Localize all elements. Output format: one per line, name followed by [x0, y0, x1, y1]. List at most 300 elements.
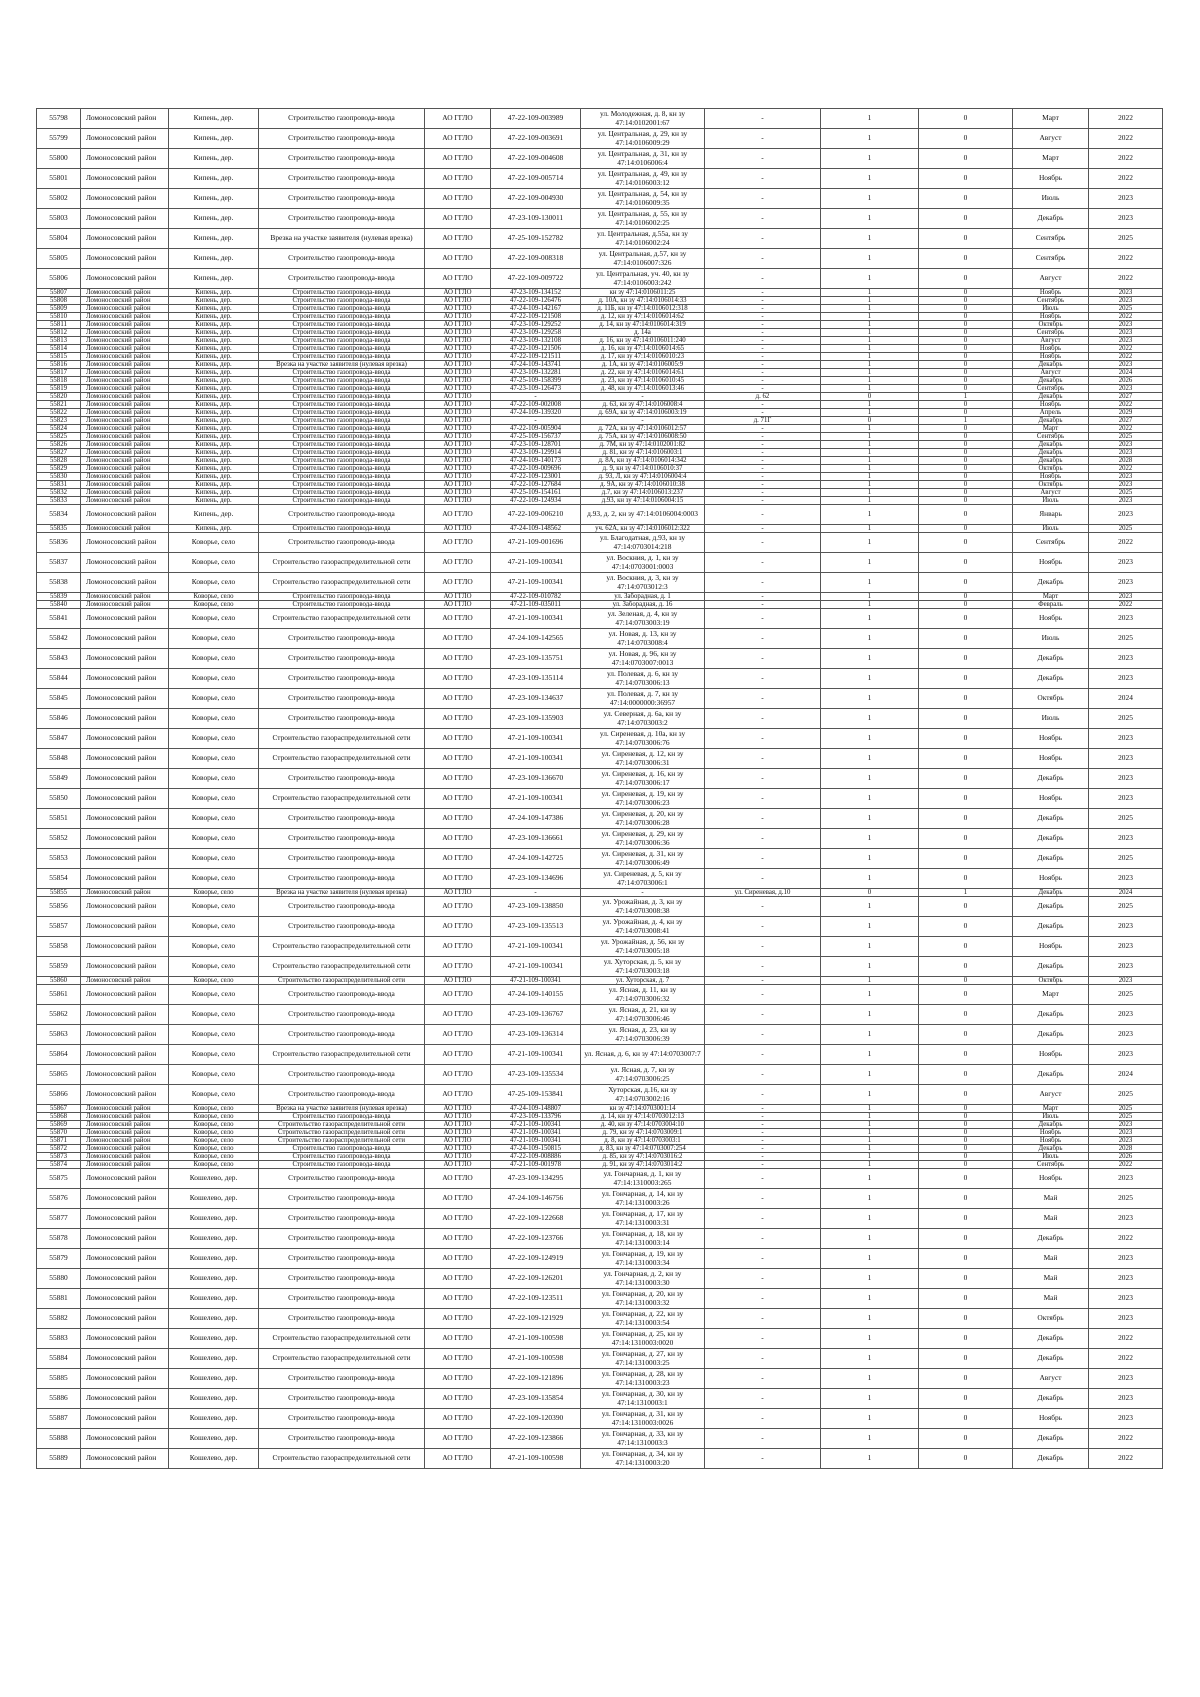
- cell-row-number: 55860: [37, 977, 81, 985]
- cell-year: 2023: [1089, 917, 1163, 937]
- cell-month: Август: [1013, 489, 1089, 497]
- cell-year: 2023: [1089, 1025, 1163, 1045]
- cell-year: 2025: [1089, 433, 1163, 441]
- cell-address-cadastral: -: [581, 417, 705, 425]
- cell-settlement: Коворье, село: [169, 937, 259, 957]
- cell-settlement: Коворье, село: [169, 601, 259, 609]
- cell-organization: АО ГГЛО: [425, 313, 491, 321]
- cell-address-no-cadastral: -: [705, 1249, 821, 1269]
- cell-count-without-application: 0: [919, 729, 1013, 749]
- cell-settlement: Коворье, село: [169, 1113, 259, 1121]
- cell-month: Декабрь: [1013, 573, 1089, 593]
- cell-work-type: Строительство газопровода-ввода: [259, 1429, 425, 1449]
- cell-year: 2022: [1089, 149, 1163, 169]
- cell-count-without-application: 0: [919, 457, 1013, 465]
- cell-address-no-cadastral: -: [705, 1309, 821, 1329]
- cell-address-cadastral: д. 11Б, кн зу 47:14:0106012:318: [581, 305, 705, 313]
- cell-settlement: Кошелево, дер.: [169, 1229, 259, 1249]
- cell-address-no-cadastral: -: [705, 553, 821, 573]
- cell-district: Ломоносовский район: [81, 689, 169, 709]
- cell-year: 2022: [1089, 313, 1163, 321]
- cell-year: 2024: [1089, 889, 1163, 897]
- cell-month: Декабрь: [1013, 897, 1089, 917]
- cell-district: Ломоносовский район: [81, 1309, 169, 1329]
- cell-settlement: Кипень, дер.: [169, 169, 259, 189]
- cell-count-with-application: 1: [821, 401, 919, 409]
- cell-count-with-application: 1: [821, 353, 919, 361]
- table-row: [37, 689, 1163, 709]
- cell-count-with-application: 1: [821, 449, 919, 457]
- cell-district: Ломоносовский район: [81, 321, 169, 329]
- cell-settlement: Коворье, село: [169, 1005, 259, 1025]
- cell-count-with-application: 1: [821, 269, 919, 289]
- cell-address-no-cadastral: -: [705, 169, 821, 189]
- cell-address-cadastral: д. 16, кн зу 47:14:0106011:240: [581, 337, 705, 345]
- cell-month: Декабрь: [1013, 1005, 1089, 1025]
- cell-address-cadastral: -: [581, 889, 705, 897]
- cell-settlement: Кипень, дер.: [169, 209, 259, 229]
- cell-application-number: 47-21-109-100341: [491, 609, 581, 629]
- cell-row-number: 55809: [37, 305, 81, 313]
- cell-year: 2023: [1089, 449, 1163, 457]
- cell-count-with-application: 1: [821, 409, 919, 417]
- table-row: [37, 441, 1163, 449]
- cell-month: Январь: [1013, 505, 1089, 525]
- cell-row-number: 55861: [37, 985, 81, 1005]
- cell-application-number: 47-22-109-005714: [491, 169, 581, 189]
- cell-month: Декабрь: [1013, 417, 1089, 425]
- cell-work-type: Строительство газопровода-ввода: [259, 1065, 425, 1085]
- cell-address-cadastral: ул. Ясная, д. 23, кн зу 47:14:0703006:39: [581, 1025, 705, 1045]
- cell-work-type: Строительство газопровода-ввода: [259, 1209, 425, 1229]
- cell-application-number: 47-23-109-135114: [491, 669, 581, 689]
- cell-row-number: 55875: [37, 1169, 81, 1189]
- cell-year: 2023: [1089, 649, 1163, 669]
- cell-application-number: 47-22-109-002008: [491, 401, 581, 409]
- cell-year: 2023: [1089, 385, 1163, 393]
- cell-organization: АО ГГЛО: [425, 109, 491, 129]
- cell-row-number: 55825: [37, 433, 81, 441]
- cell-address-cadastral: ул. Центральная, д. 49, кн зу 47:14:0106003:12: [581, 169, 705, 189]
- cell-work-type: Врезка на участке заявителя (нулевая врезка): [259, 889, 425, 897]
- cell-address-cadastral: ул. Хуторская, д. 5, кн зу 47:14:0703003:18: [581, 957, 705, 977]
- table-row: [37, 1409, 1163, 1429]
- cell-address-no-cadastral: -: [705, 937, 821, 957]
- cell-application-number: 47-23-109-136661: [491, 829, 581, 849]
- cell-work-type: Строительство газопровода-ввода: [259, 1025, 425, 1045]
- table-row: [37, 149, 1163, 169]
- cell-settlement: Кипень, дер.: [169, 505, 259, 525]
- cell-year: 2023: [1089, 337, 1163, 345]
- table-row: [37, 489, 1163, 497]
- cell-organization: АО ГГЛО: [425, 1309, 491, 1329]
- cell-address-cadastral: д. 91, кн зу 47:14:0703014:2: [581, 1161, 705, 1169]
- cell-address-no-cadastral: ул. Сиреневая, д.10: [705, 889, 821, 897]
- cell-count-with-application: 1: [821, 297, 919, 305]
- cell-month: Май: [1013, 1289, 1089, 1309]
- cell-row-number: 55881: [37, 1289, 81, 1309]
- cell-organization: АО ГГЛО: [425, 1025, 491, 1045]
- cell-settlement: Кипень, дер.: [169, 457, 259, 465]
- cell-count-without-application: 0: [919, 1121, 1013, 1129]
- cell-address-cadastral: ул. Урожайная, д. 56, кн зу 47:14:0703005:18: [581, 937, 705, 957]
- cell-year: 2023: [1089, 553, 1163, 573]
- cell-settlement: Кипень, дер.: [169, 441, 259, 449]
- cell-district: Ломоносовский район: [81, 409, 169, 417]
- cell-count-without-application: 0: [919, 229, 1013, 249]
- cell-year: 2025: [1089, 1113, 1163, 1121]
- cell-work-type: Строительство газопровода-ввода: [259, 917, 425, 937]
- cell-address-cadastral: Хуторская, д.16, кн зу 47:14:0703002:16: [581, 1085, 705, 1105]
- cell-settlement: Кошелево, дер.: [169, 1309, 259, 1329]
- cell-application-number: 47-22-109-126476: [491, 297, 581, 305]
- cell-work-type: Строительство газопровода-ввода: [259, 425, 425, 433]
- cell-address-cadastral: ул. Сиреневая, д. 29, кн зу 47:14:0703006:36: [581, 829, 705, 849]
- cell-settlement: Кошелево, дер.: [169, 1429, 259, 1449]
- cell-row-number: 55819: [37, 385, 81, 393]
- cell-month: Ноябрь: [1013, 609, 1089, 629]
- cell-month: Декабрь: [1013, 1429, 1089, 1449]
- cell-application-number: 47-23-109-136767: [491, 1005, 581, 1025]
- cell-address-no-cadastral: -: [705, 109, 821, 129]
- cell-application-number: 47-21-109-100598: [491, 1349, 581, 1369]
- cell-organization: АО ГГЛО: [425, 1169, 491, 1189]
- cell-district: Ломоносовский район: [81, 109, 169, 129]
- cell-year: 2022: [1089, 1161, 1163, 1169]
- cell-month: Декабрь: [1013, 1065, 1089, 1085]
- table-row: [37, 1153, 1163, 1161]
- table-row: [37, 409, 1163, 417]
- cell-month: Июль: [1013, 709, 1089, 729]
- cell-organization: АО ГГЛО: [425, 329, 491, 337]
- cell-district: Ломоносовский район: [81, 809, 169, 829]
- cell-address-cadastral: д. 69А, кн зу 47:14:0106003:19: [581, 409, 705, 417]
- cell-settlement: Коворье, село: [169, 917, 259, 937]
- cell-organization: АО ГГЛО: [425, 1045, 491, 1065]
- cell-work-type: Строительство газораспределительной сети: [259, 957, 425, 977]
- cell-district: Ломоносовский район: [81, 353, 169, 361]
- cell-row-number: 55829: [37, 465, 81, 473]
- cell-month: Декабрь: [1013, 917, 1089, 937]
- cell-count-with-application: 1: [821, 1065, 919, 1085]
- cell-address-no-cadastral: -: [705, 129, 821, 149]
- cell-row-number: 55866: [37, 1085, 81, 1105]
- cell-row-number: 55887: [37, 1409, 81, 1429]
- cell-organization: АО ГГЛО: [425, 1137, 491, 1145]
- cell-row-number: 55853: [37, 849, 81, 869]
- cell-settlement: Кошелево, дер.: [169, 1349, 259, 1369]
- cell-address-no-cadastral: -: [705, 305, 821, 313]
- cell-organization: АО ГГЛО: [425, 789, 491, 809]
- cell-month: Октябрь: [1013, 481, 1089, 489]
- cell-organization: АО ГГЛО: [425, 1085, 491, 1105]
- table-row: [37, 465, 1163, 473]
- cell-count-without-application: 0: [919, 769, 1013, 789]
- cell-work-type: Строительство газопровода-ввода: [259, 489, 425, 497]
- cell-row-number: 55877: [37, 1209, 81, 1229]
- cell-count-with-application: 1: [821, 609, 919, 629]
- table-row: [37, 353, 1163, 361]
- cell-count-without-application: 0: [919, 957, 1013, 977]
- cell-address-no-cadastral: -: [705, 433, 821, 441]
- cell-settlement: Коворье, село: [169, 573, 259, 593]
- cell-work-type: Строительство газопровода-ввода: [259, 209, 425, 229]
- cell-year: 2026: [1089, 377, 1163, 385]
- cell-application-number: 47-22-109-121506: [491, 345, 581, 353]
- cell-settlement: Кипень, дер.: [169, 409, 259, 417]
- cell-address-cadastral: д. 1А, кн зу 47:14:0106005:9: [581, 361, 705, 369]
- cell-year: 2023: [1089, 1249, 1163, 1269]
- cell-address-cadastral: ул. Центральная, д. 54, кн зу 47:14:0106009:35: [581, 189, 705, 209]
- cell-organization: АО ГГЛО: [425, 209, 491, 229]
- cell-address-no-cadastral: -: [705, 601, 821, 609]
- cell-year: 2025: [1089, 809, 1163, 829]
- cell-count-with-application: 1: [821, 1229, 919, 1249]
- cell-count-without-application: 0: [919, 385, 1013, 393]
- table-row: [37, 977, 1163, 985]
- cell-year: 2025: [1089, 489, 1163, 497]
- cell-row-number: 55888: [37, 1429, 81, 1449]
- cell-month: Декабрь: [1013, 1145, 1089, 1153]
- cell-organization: АО ГГЛО: [425, 1369, 491, 1389]
- cell-year: 2025: [1089, 1105, 1163, 1113]
- cell-district: Ломоносовский район: [81, 709, 169, 729]
- cell-row-number: 55852: [37, 829, 81, 849]
- cell-district: Ломоносовский район: [81, 361, 169, 369]
- cell-address-no-cadastral: -: [705, 505, 821, 525]
- cell-address-cadastral: д. 8А, кн зу 47:14:0106014:342: [581, 457, 705, 465]
- cell-work-type: Строительство газопровода-ввода: [259, 985, 425, 1005]
- cell-row-number: 55827: [37, 449, 81, 457]
- cell-month: Август: [1013, 1369, 1089, 1389]
- cell-address-cadastral: д. 83, кн зу 47:14:0703007:254: [581, 1145, 705, 1153]
- cell-work-type: Строительство газопровода-ввода: [259, 1189, 425, 1209]
- cell-district: Ломоносовский район: [81, 1065, 169, 1085]
- cell-work-type: Строительство газопровода-ввода: [259, 593, 425, 601]
- cell-application-number: 47-25-109-154161: [491, 489, 581, 497]
- cell-settlement: Кипень, дер.: [169, 497, 259, 505]
- cell-district: Ломоносовский район: [81, 393, 169, 401]
- cell-address-cadastral: д. 16, кн зу 47:14:0106014:65: [581, 345, 705, 353]
- cell-year: 2022: [1089, 1429, 1163, 1449]
- cell-address-cadastral: кн зу 47:14:0106011:25: [581, 289, 705, 297]
- cell-address-no-cadastral: -: [705, 1121, 821, 1129]
- cell-application-number: 47-24-109-142725: [491, 849, 581, 869]
- cell-count-with-application: 1: [821, 749, 919, 769]
- cell-month: Декабрь: [1013, 209, 1089, 229]
- cell-address-no-cadastral: -: [705, 249, 821, 269]
- cell-month: Декабрь: [1013, 1229, 1089, 1249]
- cell-district: Ломоносовский район: [81, 649, 169, 669]
- cell-month: Ноябрь: [1013, 749, 1089, 769]
- cell-row-number: 55840: [37, 601, 81, 609]
- cell-count-without-application: 0: [919, 593, 1013, 601]
- cell-row-number: 55873: [37, 1153, 81, 1161]
- cell-row-number: 55817: [37, 369, 81, 377]
- cell-count-with-application: 1: [821, 1309, 919, 1329]
- cell-work-type: Строительство газопровода-ввода: [259, 109, 425, 129]
- cell-application-number: 47-22-109-127684: [491, 481, 581, 489]
- cell-address-cadastral: ул. Центральная, д. 31, кн зу 47:14:0106006:4: [581, 149, 705, 169]
- cell-district: Ломоносовский район: [81, 1005, 169, 1025]
- cell-year: 2023: [1089, 481, 1163, 489]
- cell-district: Ломоносовский район: [81, 1269, 169, 1289]
- cell-month: Декабрь: [1013, 361, 1089, 369]
- cell-year: 2023: [1089, 1129, 1163, 1137]
- cell-count-with-application: 1: [821, 525, 919, 533]
- cell-row-number: 55846: [37, 709, 81, 729]
- cell-address-no-cadastral: -: [705, 1025, 821, 1045]
- cell-count-with-application: 1: [821, 1085, 919, 1105]
- cell-application-number: 47-22-109-003691: [491, 129, 581, 149]
- cell-count-with-application: 0: [821, 417, 919, 425]
- cell-count-with-application: 1: [821, 729, 919, 749]
- cell-settlement: Коворье, село: [169, 1145, 259, 1153]
- cell-address-no-cadastral: -: [705, 1369, 821, 1389]
- cell-work-type: Строительство газопровода-ввода: [259, 345, 425, 353]
- table-row: [37, 649, 1163, 669]
- cell-month: Ноябрь: [1013, 1169, 1089, 1189]
- cell-district: Ломоносовский район: [81, 749, 169, 769]
- cell-district: Ломоносовский район: [81, 601, 169, 609]
- cell-application-number: 47-24-109-148562: [491, 525, 581, 533]
- cell-address-no-cadastral: -: [705, 1229, 821, 1249]
- cell-count-without-application: 0: [919, 1129, 1013, 1137]
- cell-count-with-application: 1: [821, 897, 919, 917]
- cell-district: Ломоносовский район: [81, 305, 169, 313]
- cell-organization: АО ГГЛО: [425, 1409, 491, 1429]
- cell-row-number: 55833: [37, 497, 81, 505]
- cell-settlement: Кипень, дер.: [169, 345, 259, 353]
- cell-count-with-application: 1: [821, 109, 919, 129]
- table-row: [37, 1229, 1163, 1249]
- cell-count-without-application: 0: [919, 1389, 1013, 1409]
- cell-work-type: Строительство газораспределительной сети: [259, 1045, 425, 1065]
- cell-application-number: 47-21-109-100341: [491, 977, 581, 985]
- cell-year: 2022: [1089, 401, 1163, 409]
- cell-count-with-application: 1: [821, 1389, 919, 1409]
- cell-work-type: Врезка на участке заявителя (нулевая врезка): [259, 229, 425, 249]
- cell-year: 2025: [1089, 849, 1163, 869]
- table-row: [37, 361, 1163, 369]
- cell-address-cadastral: ул. Ясная, д. 11, кн зу 47:14:0703006:32: [581, 985, 705, 1005]
- table-row: [37, 1025, 1163, 1045]
- cell-settlement: Кипень, дер.: [169, 489, 259, 497]
- cell-count-with-application: 1: [821, 361, 919, 369]
- cell-count-without-application: 0: [919, 553, 1013, 573]
- cell-address-no-cadastral: -: [705, 1137, 821, 1145]
- cell-count-without-application: 0: [919, 473, 1013, 481]
- cell-work-type: Строительство газопровода-ввода: [259, 149, 425, 169]
- cell-settlement: Коворье, село: [169, 669, 259, 689]
- cell-count-with-application: 1: [821, 129, 919, 149]
- cell-organization: АО ГГЛО: [425, 1229, 491, 1249]
- cell-work-type: Строительство газопровода-ввода: [259, 829, 425, 849]
- cell-organization: АО ГГЛО: [425, 957, 491, 977]
- cell-address-cadastral: ул. Сиреневая, д. 5, кн зу 47:14:0703006:1: [581, 869, 705, 889]
- cell-year: 2022: [1089, 269, 1163, 289]
- cell-year: 2023: [1089, 209, 1163, 229]
- table-row: [37, 1329, 1163, 1349]
- table-row: [37, 729, 1163, 749]
- cell-work-type: Строительство газопровода-ввода: [259, 169, 425, 189]
- table-row: [37, 1169, 1163, 1189]
- cell-organization: АО ГГЛО: [425, 769, 491, 789]
- cell-count-with-application: 1: [821, 473, 919, 481]
- cell-count-without-application: 0: [919, 1153, 1013, 1161]
- cell-year: 2022: [1089, 533, 1163, 553]
- cell-address-cadastral: ул. Гончарная, д. 28, кн зу 47:14:1310003:23: [581, 1369, 705, 1389]
- cell-count-with-application: 1: [821, 329, 919, 337]
- cell-settlement: Кошелево, дер.: [169, 1209, 259, 1229]
- cell-address-cadastral: д. 14, кн зу 47:14:0106014:319: [581, 321, 705, 329]
- cell-district: Ломоносовский район: [81, 369, 169, 377]
- cell-year: 2023: [1089, 441, 1163, 449]
- cell-settlement: Кошелево, дер.: [169, 1329, 259, 1349]
- table-row: [37, 269, 1163, 289]
- table-row: [37, 1137, 1163, 1145]
- cell-settlement: Кипень, дер.: [169, 289, 259, 297]
- cell-address-no-cadastral: -: [705, 1113, 821, 1121]
- cell-address-no-cadastral: -: [705, 489, 821, 497]
- cell-work-type: Строительство газопровода-ввода: [259, 353, 425, 361]
- cell-settlement: Кипень, дер.: [169, 473, 259, 481]
- cell-row-number: 55858: [37, 937, 81, 957]
- cell-row-number: 55854: [37, 869, 81, 889]
- cell-organization: АО ГГЛО: [425, 749, 491, 769]
- cell-address-no-cadastral: -: [705, 1409, 821, 1429]
- table-row: [37, 229, 1163, 249]
- table-row: [37, 1209, 1163, 1229]
- cell-work-type: Строительство газопровода-ввода: [259, 377, 425, 385]
- cell-count-without-application: 0: [919, 1309, 1013, 1329]
- cell-organization: АО ГГЛО: [425, 377, 491, 385]
- cell-month: Декабрь: [1013, 1349, 1089, 1369]
- table-row: [37, 433, 1163, 441]
- table-row: [37, 937, 1163, 957]
- cell-year: 2025: [1089, 525, 1163, 533]
- cell-organization: АО ГГЛО: [425, 917, 491, 937]
- table-row: [37, 337, 1163, 345]
- cell-settlement: Коворье, село: [169, 849, 259, 869]
- cell-count-with-application: 0: [821, 393, 919, 401]
- cell-address-cadastral: д. 9, кн зу 47:14:0106010:37: [581, 465, 705, 473]
- cell-settlement: Коворье, село: [169, 1129, 259, 1137]
- cell-address-cadastral: ул. Воскния, д. 1, кн зу 47:14:0703001:0003: [581, 553, 705, 573]
- cell-district: Ломоносовский район: [81, 609, 169, 629]
- cell-organization: АО ГГЛО: [425, 1161, 491, 1169]
- cell-count-with-application: 1: [821, 769, 919, 789]
- cell-settlement: Коворье, село: [169, 609, 259, 629]
- cell-month: Август: [1013, 129, 1089, 149]
- cell-year: 2023: [1089, 573, 1163, 593]
- cell-organization: АО ГГЛО: [425, 1065, 491, 1085]
- cell-organization: АО ГГЛО: [425, 1249, 491, 1269]
- cell-address-no-cadastral: -: [705, 869, 821, 889]
- cell-application-number: 47-21-109-100341: [491, 957, 581, 977]
- cell-work-type: Строительство газопровода-ввода: [259, 129, 425, 149]
- cell-address-cadastral: ул. Гончарная, д. 31, кн зу 47:14:1310003:0026: [581, 1409, 705, 1429]
- cell-application-number: 47-24-109-140173: [491, 457, 581, 465]
- cell-count-with-application: 1: [821, 869, 919, 889]
- cell-settlement: Коворье, село: [169, 533, 259, 553]
- cell-district: Ломоносовский район: [81, 329, 169, 337]
- cell-settlement: Кипень, дер.: [169, 189, 259, 209]
- table-row: [37, 1113, 1163, 1121]
- cell-address-cadastral: ул. Центральная, д.55а, кн зу 47:14:0106002:24: [581, 229, 705, 249]
- cell-month: Июль: [1013, 305, 1089, 313]
- cell-month: Март: [1013, 1105, 1089, 1113]
